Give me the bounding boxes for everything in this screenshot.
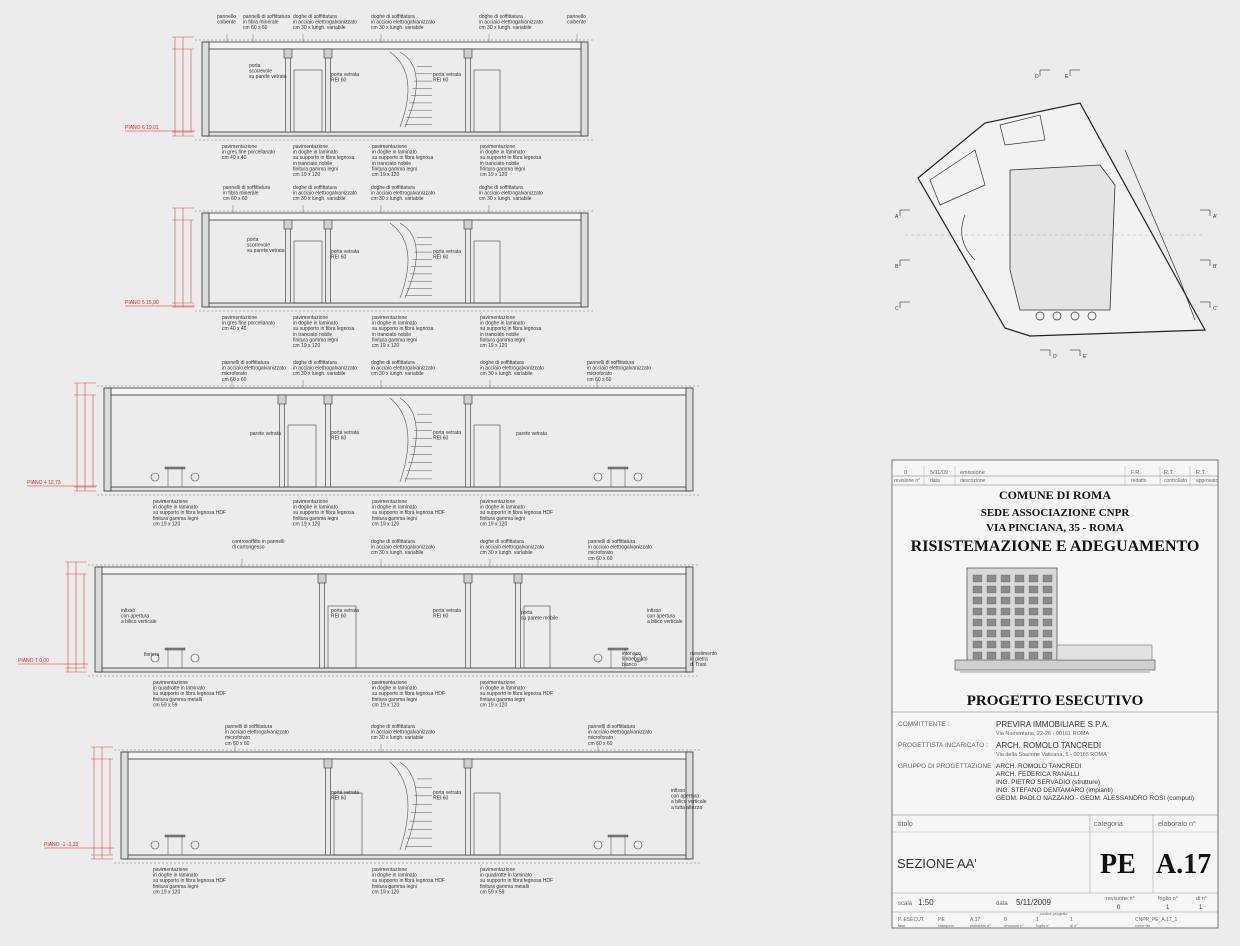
ceiling-note: pannelli di soffittatura in acciaio elettrogalvanizzato microforato cm 60 x 60: [588, 724, 652, 747]
floor-slab: [107, 487, 690, 491]
footer-code-label: nome file: [1135, 924, 1151, 928]
dimension-lines: [172, 37, 194, 136]
floor-note: pavimentazione in doghe in laminato su supporto in fibra legnosa HDF finitura gamma legni cm 19 x 120: [480, 499, 554, 528]
partition-wall: [516, 574, 521, 668]
ceiling-note: doghe di soffittatura in acciaio elettrogalvanizzato cm 30 x lungh. variabile: [371, 539, 435, 557]
floor-slab: [124, 855, 690, 859]
chair: [151, 473, 159, 481]
ceiling-slab: [98, 567, 690, 574]
outer-wall-left: [202, 42, 209, 136]
section-marker-label: D': [1053, 354, 1058, 360]
project-title-line: RISISTEMAZIONE E ADEGUAMENTO: [910, 538, 1200, 555]
floor-slab: [98, 668, 690, 672]
section-marker: [1200, 302, 1218, 312]
section-marker-label: C: [895, 306, 899, 312]
ceiling-note: doghe di soffittatura in acciaio elettrogalvanizzato cm 30 x lungh. variabile: [479, 14, 543, 32]
facade-window: [1043, 619, 1052, 626]
interior-note: parete vetrata: [250, 431, 281, 437]
outer-wall-left: [104, 388, 111, 491]
ceiling-note: doghe di soffittatura in acciaio elettrogalvanizzato cm 30 x lungh. variabile: [293, 185, 357, 203]
facade-window: [1015, 608, 1024, 615]
ceiling-note: doghe di soffittatura in acciaio elettrogalvanizzato cm 30 x lungh. variabile: [371, 360, 435, 378]
footer-code-value: A.17: [970, 917, 981, 923]
beam-drop: [278, 395, 286, 404]
ceiling-note: pannelli di soffittatura in acciaio elettrogalvanizzato microforato cm 60 x 60: [222, 360, 286, 383]
door: [288, 425, 316, 487]
floor-note: pavimentazione in doghe in laminato su supporto in fibra legnosa HDF finitura gamma legni cm 19 x 120: [153, 499, 227, 528]
scale-value: 1:50: [918, 898, 934, 907]
section-marker: [1200, 210, 1217, 220]
section-marker: [895, 210, 910, 220]
chair: [594, 841, 602, 849]
dimension-lines: [91, 747, 113, 859]
floor-note: pavimentazione in doghe in laminato su supporto in fibra legnosa finitura gamma legni cm 19 x 120: [293, 499, 355, 528]
facade-window: [973, 630, 982, 637]
facade-window: [1043, 608, 1052, 615]
facade-window: [973, 652, 982, 659]
table-with-chairs: [151, 467, 199, 487]
facade-window: [973, 575, 982, 582]
total-sheets-label: di n°: [1196, 896, 1208, 902]
facade-window: [1043, 575, 1052, 582]
ceiling-note: doghe di soffittatura in acciaio elettrogalvanizzato cm 30 x lungh. variabile: [480, 539, 544, 557]
stair-curve: [390, 223, 408, 298]
stair-curve: [390, 52, 408, 127]
interior-note: porta vetrata REI 60: [433, 249, 462, 261]
facade-window: [1015, 619, 1024, 626]
footer-code-value: CNPR_PE_A.17_1: [1135, 917, 1178, 923]
facade-window: [1001, 586, 1010, 593]
revision-header: approvato: [1196, 478, 1219, 484]
facade-window: [987, 575, 996, 582]
facade-window: [1015, 575, 1024, 582]
interior-note: fioriera: [144, 652, 160, 658]
beam-drop: [464, 395, 472, 404]
facade-window: [1029, 586, 1038, 593]
ceiling-note: doghe di soffittatura in acciaio elettrogalvanizzato cm 30 x lungh. variabile: [479, 185, 543, 203]
section-2: [125, 185, 595, 349]
key-plan: [895, 70, 1218, 360]
facade-window: [1029, 575, 1038, 582]
partition-wall: [320, 574, 325, 668]
level-label: PIANO 5 15,90: [125, 300, 159, 306]
section-marker-label: B': [1213, 264, 1218, 270]
door: [474, 70, 500, 132]
facade-window: [1029, 619, 1038, 626]
section-marker-label: D: [1035, 74, 1039, 80]
facade-window: [1029, 608, 1038, 615]
staircase: [390, 223, 432, 298]
beam-drop: [318, 574, 326, 583]
revision-label: revisione n°: [1106, 896, 1135, 902]
outer-wall-right: [581, 213, 588, 307]
staircase: [390, 762, 432, 850]
chair: [191, 841, 199, 849]
floor-note: pavimentazione in doghe in laminato su supporto in fibra legnosa in tranciato nobile finitura gamma legni cm 19 x 120: [372, 144, 434, 178]
facade-window: [1001, 630, 1010, 637]
floor-note: pavimentazione in doghe in laminato su supporto in fibra legnosa HDF finitura gamma legni cm 19 x 120: [372, 499, 446, 528]
facade-window: [973, 619, 982, 626]
partition-wall: [286, 220, 291, 303]
floor-slab: [205, 132, 585, 136]
beam-drop: [514, 574, 522, 583]
section-marker: [895, 260, 910, 270]
chair: [191, 654, 199, 662]
door: [474, 425, 500, 487]
ceiling-note: doghe di soffittatura in acciaio elettrogalvanizzato cm 30 x lungh. variabile: [371, 14, 435, 32]
interior-note: porta scorrevole su parete vetrata: [249, 63, 287, 81]
progettista-label: PROGETTISTA INCARICATO :: [898, 742, 988, 749]
floor-note: pavimentazione in doghe in laminato su supporto in fibra legnosa HDF finitura gamma legni cm 19 x 120: [153, 867, 227, 896]
section-marker-label: A': [1213, 214, 1218, 220]
committente-name: PREVIRA IMMOBILIARE S.P.A.: [996, 720, 1110, 729]
dimension-lines: [74, 383, 96, 491]
partition-wall: [466, 395, 471, 487]
staircase: [390, 398, 432, 482]
level-label: PIANO 4 12,73: [27, 480, 61, 486]
section-marker-label: C': [1213, 306, 1218, 312]
beam-drop: [464, 759, 472, 768]
scale-label: scala: [898, 901, 913, 907]
floor-note: pavimentazione in doghe in laminato su supporto in fibra legnosa in tranciato nobile finitura gamma legni cm 19 x 120: [293, 144, 355, 178]
revision-value: 5/11/09: [930, 470, 948, 476]
facade-window: [1029, 630, 1038, 637]
facade-window: [1043, 586, 1052, 593]
ceiling-slab: [205, 42, 585, 49]
outer-wall-left: [121, 752, 128, 859]
door: [294, 70, 322, 132]
facade-window: [973, 608, 982, 615]
interior-block: [1010, 165, 1115, 310]
floor-note: pavimentazione in doghe in laminato su supporto in fibra legnosa in tranciato nobile finitura gamma legni cm 19 x 120: [480, 144, 542, 178]
section-4: [18, 539, 717, 708]
ceiling-note: pannelli di soffittatura in fibra minerale cm 60 x 60: [243, 14, 291, 32]
interior-note: porta vetrata REI 60: [433, 72, 462, 84]
door: [294, 241, 322, 303]
revision-header: controllato: [1164, 478, 1188, 484]
level-label: PIANO T 0,00: [18, 658, 49, 664]
footer-code-label: foglio n°: [1036, 924, 1050, 928]
gruppo-member: ARCH. FEDERICA RANALLI: [996, 771, 1080, 778]
street-base: [955, 660, 1155, 670]
revision-value: F.R.: [1131, 470, 1141, 476]
revision-value: 0: [1117, 905, 1121, 911]
categoria-label: categoria: [1094, 821, 1123, 828]
ceiling-note: doghe di soffittatura in acciaio elettrogalvanizzato cm 30 x lungh. variabile: [293, 14, 357, 32]
gruppo-label: GRUPPO DI PROGETTAZIONE :: [898, 763, 996, 770]
section-marker-label: E': [1083, 354, 1088, 360]
table-with-chairs: [151, 648, 199, 668]
facade-window: [1001, 619, 1010, 626]
floor-note: pavimentazione in gres fine porcellanato cm 40 x 40: [222, 144, 276, 162]
total-sheets-value: 1: [1199, 905, 1203, 911]
revision-header: revisione n°: [894, 478, 921, 484]
partition-wall: [286, 49, 291, 132]
interior-note: rivestimento in pietra di Trani: [690, 651, 717, 669]
floor-note: pavimentazione in gres fine porcellanato cm 40 x 40: [222, 315, 276, 333]
level-label: PIANO 6 19,01: [125, 125, 159, 131]
interior-note: porta vetrata REI 60: [331, 249, 360, 261]
chair: [634, 841, 642, 849]
facade-window: [987, 619, 996, 626]
section-marker-label: E: [1065, 74, 1069, 80]
committente-address: Via Nomentana, 22-26 - 00161 ROMA: [996, 731, 1090, 737]
beam-drop: [464, 574, 472, 583]
footer-code-value: PE: [938, 917, 945, 923]
facade-window: [1001, 641, 1010, 648]
date-label: data: [996, 901, 1008, 907]
section-marker: [1200, 260, 1217, 270]
section-marker: [1035, 70, 1050, 80]
revision-header: data: [930, 478, 940, 484]
interior-note: porta vetrata REI 60: [331, 790, 360, 802]
project-title-line: VIA PINCIANA, 35 - ROMA: [986, 522, 1124, 534]
dimension-lines: [172, 208, 194, 307]
partition-wall: [466, 49, 471, 132]
ceiling-note: doghe di soffittatura in acciaio elettrogalvanizzato cm 30 x lungh. variabile: [480, 360, 544, 378]
section-marker: [895, 302, 910, 312]
facade-window: [1029, 597, 1038, 604]
chair: [634, 473, 642, 481]
section-marker-label: B: [895, 264, 899, 270]
ceiling-note: pannelli di soffittatura in fibra minerale cm 60 x 60: [223, 185, 271, 203]
table-with-chairs: [151, 835, 199, 855]
title-block: [892, 460, 1218, 928]
category-code: PE: [1100, 849, 1136, 880]
ceiling-note: pannelli di soffittatura in acciaio elettrogalvanizzato microforato cm 60 x 60: [225, 724, 289, 747]
footer-code-value: 0: [1004, 917, 1007, 923]
outer-wall-right: [581, 42, 588, 136]
interior-note: infisso con apertura a bilico verticale: [121, 608, 157, 626]
dimension-lines: [65, 562, 87, 672]
footer-caption: codice progetto: [1040, 911, 1068, 916]
ceiling-slab: [124, 752, 690, 759]
facade-window: [973, 641, 982, 648]
footer-code-label: fase: [898, 924, 906, 928]
revision-header: redatto: [1131, 478, 1147, 484]
chair: [594, 654, 602, 662]
interior-note: porta scorrevole su parete vetrata: [247, 237, 285, 255]
sheet-value: 1: [1166, 905, 1170, 911]
project-title-line: COMUNE DI ROMA: [999, 488, 1111, 502]
section-1: [125, 14, 595, 178]
beam-drop: [464, 49, 472, 58]
facade-window: [973, 586, 982, 593]
floor-note: pavimentazione in doghe in laminato su supporto in fibra legnosa HDF finitura gamma legni cm 19 x 120: [372, 680, 446, 709]
partition-wall: [326, 759, 331, 855]
revision-value: emissione: [960, 470, 985, 476]
revision-header: descrizione: [960, 478, 986, 484]
interior-note: infisso con apertura a bilico verticale: [647, 608, 683, 626]
project-title-line: SEDE ASSOCIAZIONE CNPR: [980, 507, 1130, 519]
floor-note: pavimentazione in quadrotte in laminato su supporto in fibra legnosa HDF finitura gamma metalli cm 59 x 59: [153, 680, 227, 709]
outer-wall-left: [202, 213, 209, 307]
titolo-label: titolo: [898, 821, 913, 828]
interior-note: intonaco limbeggiato bianco: [622, 651, 648, 669]
facade-window: [987, 641, 996, 648]
facade-window: [1043, 652, 1052, 659]
beam-drop: [324, 49, 332, 58]
date-value: 5/11/2009: [1016, 898, 1051, 907]
beam-drop: [324, 220, 332, 229]
partition-wall: [280, 395, 285, 487]
committente-label: COMMITTENTE :: [898, 721, 950, 728]
floor-note: pavimentazione in quadrotte in laminato su supporto in fibra legnosa HDF finitura gamma metalli cm 59 x 59: [480, 867, 554, 896]
interior-note: porta vetrata REI 60: [331, 72, 360, 84]
ceiling-note: pannello coibente: [217, 14, 236, 26]
chair: [191, 473, 199, 481]
floor-slab: [205, 303, 585, 307]
facade-window: [987, 652, 996, 659]
partition-wall: [466, 759, 471, 855]
interior-note: parete vetrata: [516, 431, 547, 437]
ceiling-note: doghe di soffittatura in acciaio elettrogalvanizzato cm 30 x lungh. variabile: [371, 724, 435, 742]
floor-note: pavimentazione in doghe in laminato su supporto in fibra legnosa in tranciato nobile finitura gamma legni cm 19 x 120: [372, 315, 434, 349]
drawing-number: A.17: [1156, 849, 1212, 880]
interior-note: porta vetrata REI 60: [433, 430, 462, 442]
section-marker: [1065, 70, 1080, 80]
door: [334, 793, 362, 855]
facade-window: [1001, 652, 1010, 659]
table-with-chairs: [594, 467, 642, 487]
footer-code-label: revisione n°: [1004, 924, 1024, 928]
gruppo-member: ING. STEFANO DENTAMARO (impianti): [996, 787, 1113, 794]
beam-drop: [284, 49, 292, 58]
floor-note: pavimentazione in doghe in laminato su supporto in fibra legnosa HDF finitura gamma legni cm 19 x 120: [372, 867, 446, 896]
progettista-address: Via della Stazione Vaticana, 5 - 00165 ROMA: [996, 752, 1107, 758]
section-marker: [1040, 350, 1058, 360]
section-3: [27, 360, 700, 527]
facade-window: [1015, 597, 1024, 604]
sheet-label: foglio n°: [1158, 896, 1178, 902]
facade-window: [1015, 641, 1024, 648]
elaborato-label: elaborato n°: [1158, 821, 1196, 828]
facade-window: [1001, 575, 1010, 582]
facade-window: [987, 597, 996, 604]
table-with-chairs: [594, 835, 642, 855]
building-sections: [18, 14, 717, 895]
interior-note: porta vetrata REI 60: [433, 608, 462, 620]
interior-note: porta vetrata REI 60: [331, 430, 360, 442]
chair: [594, 473, 602, 481]
stair-curve: [390, 398, 408, 482]
facade-window: [1001, 608, 1010, 615]
gruppo-member: GEOM. PAOLO NAZZANO - GEOM. ALESSANDRO ROSI (computi): [996, 795, 1195, 802]
section-5: [44, 724, 707, 895]
footer-code-value: P. ESECUT.: [898, 917, 925, 923]
gruppo-member: ING. PIETRO SERVADIO (strutture): [996, 779, 1101, 786]
facade-window: [1043, 641, 1052, 648]
facade-window: [1029, 652, 1038, 659]
facade-window: [987, 630, 996, 637]
partition-wall: [466, 220, 471, 303]
outer-wall-right: [686, 388, 693, 491]
footer-code-label: elaborato n°: [970, 924, 991, 928]
gruppo-member: ARCH. ROMOLO TANCREDI: [996, 763, 1082, 770]
revision-value: R.T.: [1196, 470, 1206, 476]
footer-code-value: 1: [1036, 917, 1039, 923]
interior-note: porta su parete mobile: [521, 610, 558, 622]
facade-window: [1043, 630, 1052, 637]
side-wing: [1057, 645, 1152, 660]
ceiling-note: pannelli di soffittatura in acciaio elettrogalvanizzato microforato cm 60 x 60: [587, 360, 651, 383]
revision-value: R.T.: [1164, 470, 1174, 476]
facade-window: [1015, 630, 1024, 637]
interior-note: porta vetrata REI 60: [331, 608, 360, 620]
beam-drop: [464, 220, 472, 229]
facade-window: [987, 586, 996, 593]
partition-wall: [326, 395, 331, 487]
beam-drop: [324, 395, 332, 404]
section-marker-label: A: [895, 214, 899, 220]
partition-wall: [326, 49, 331, 132]
facade-window: [987, 608, 996, 615]
ceiling-note: pannelli di soffittatura in acciaio elettrogalvanizzato microforato cm 60 x 60: [588, 539, 652, 562]
project-phase: PROGETTO ESECUTIVO: [966, 693, 1144, 709]
section-marker: [1070, 350, 1087, 360]
facade-window: [1015, 652, 1024, 659]
progettista-name: ARCH. ROMOLO TANCREDI: [996, 741, 1102, 750]
stair-curve: [390, 762, 408, 850]
door: [474, 793, 500, 855]
ceiling-note: doghe di soffittatura in acciaio elettrogalvanizzato cm 30 x lungh. variabile: [293, 360, 357, 378]
beam-drop: [284, 220, 292, 229]
facade-window: [1029, 641, 1038, 648]
ceiling-note: doghe di soffittatura in acciaio elettrogalvanizzato cm 30 x lungh. variabile: [371, 185, 435, 203]
beam-drop: [324, 759, 332, 768]
facade-window: [1043, 597, 1052, 604]
interior-note: porta vetrata REI 60: [433, 790, 462, 802]
facade-window: [1015, 586, 1024, 593]
chair: [151, 841, 159, 849]
building-facade: [967, 568, 1057, 666]
level-label: PIANO -1 -3,33: [44, 842, 79, 848]
facade-window: [973, 597, 982, 604]
footer-code-label: di n°: [1070, 924, 1078, 928]
staircase: [390, 52, 432, 127]
revision-value: 0: [904, 470, 908, 476]
facade-window: [1001, 597, 1010, 604]
partition-wall: [326, 220, 331, 303]
outer-wall-left: [95, 567, 102, 672]
footer-code-label: categoria: [938, 924, 954, 928]
partition-wall: [466, 574, 471, 668]
floor-note: pavimentazione in doghe in laminato su supporto in fibra legnosa in tranciato nobile finitura gamma legni cm 19 x 120: [480, 315, 542, 349]
floor-note: pavimentazione in doghe in laminato su supporto in fibra legnosa HDF finitura gamma legni cm 19 x 120: [480, 680, 554, 709]
floor-note: pavimentazione in doghe in laminato su supporto in fibra legnosa in tranciato nobile finitura gamma legni cm 19 x 120: [293, 315, 355, 349]
footer-code-value: 1: [1070, 917, 1073, 923]
ceiling-slab: [205, 213, 585, 220]
ceiling-note: controsoffitto in pannelli di cartongesso: [232, 539, 285, 551]
drawing-title: SEZIONE AA': [897, 856, 977, 871]
door: [474, 241, 500, 303]
ceiling-slab: [107, 388, 690, 395]
ceiling-note: pannello coibente: [567, 14, 586, 26]
interior-note: infisso con apertura a bilico verticale a tutta altezza: [671, 788, 707, 811]
